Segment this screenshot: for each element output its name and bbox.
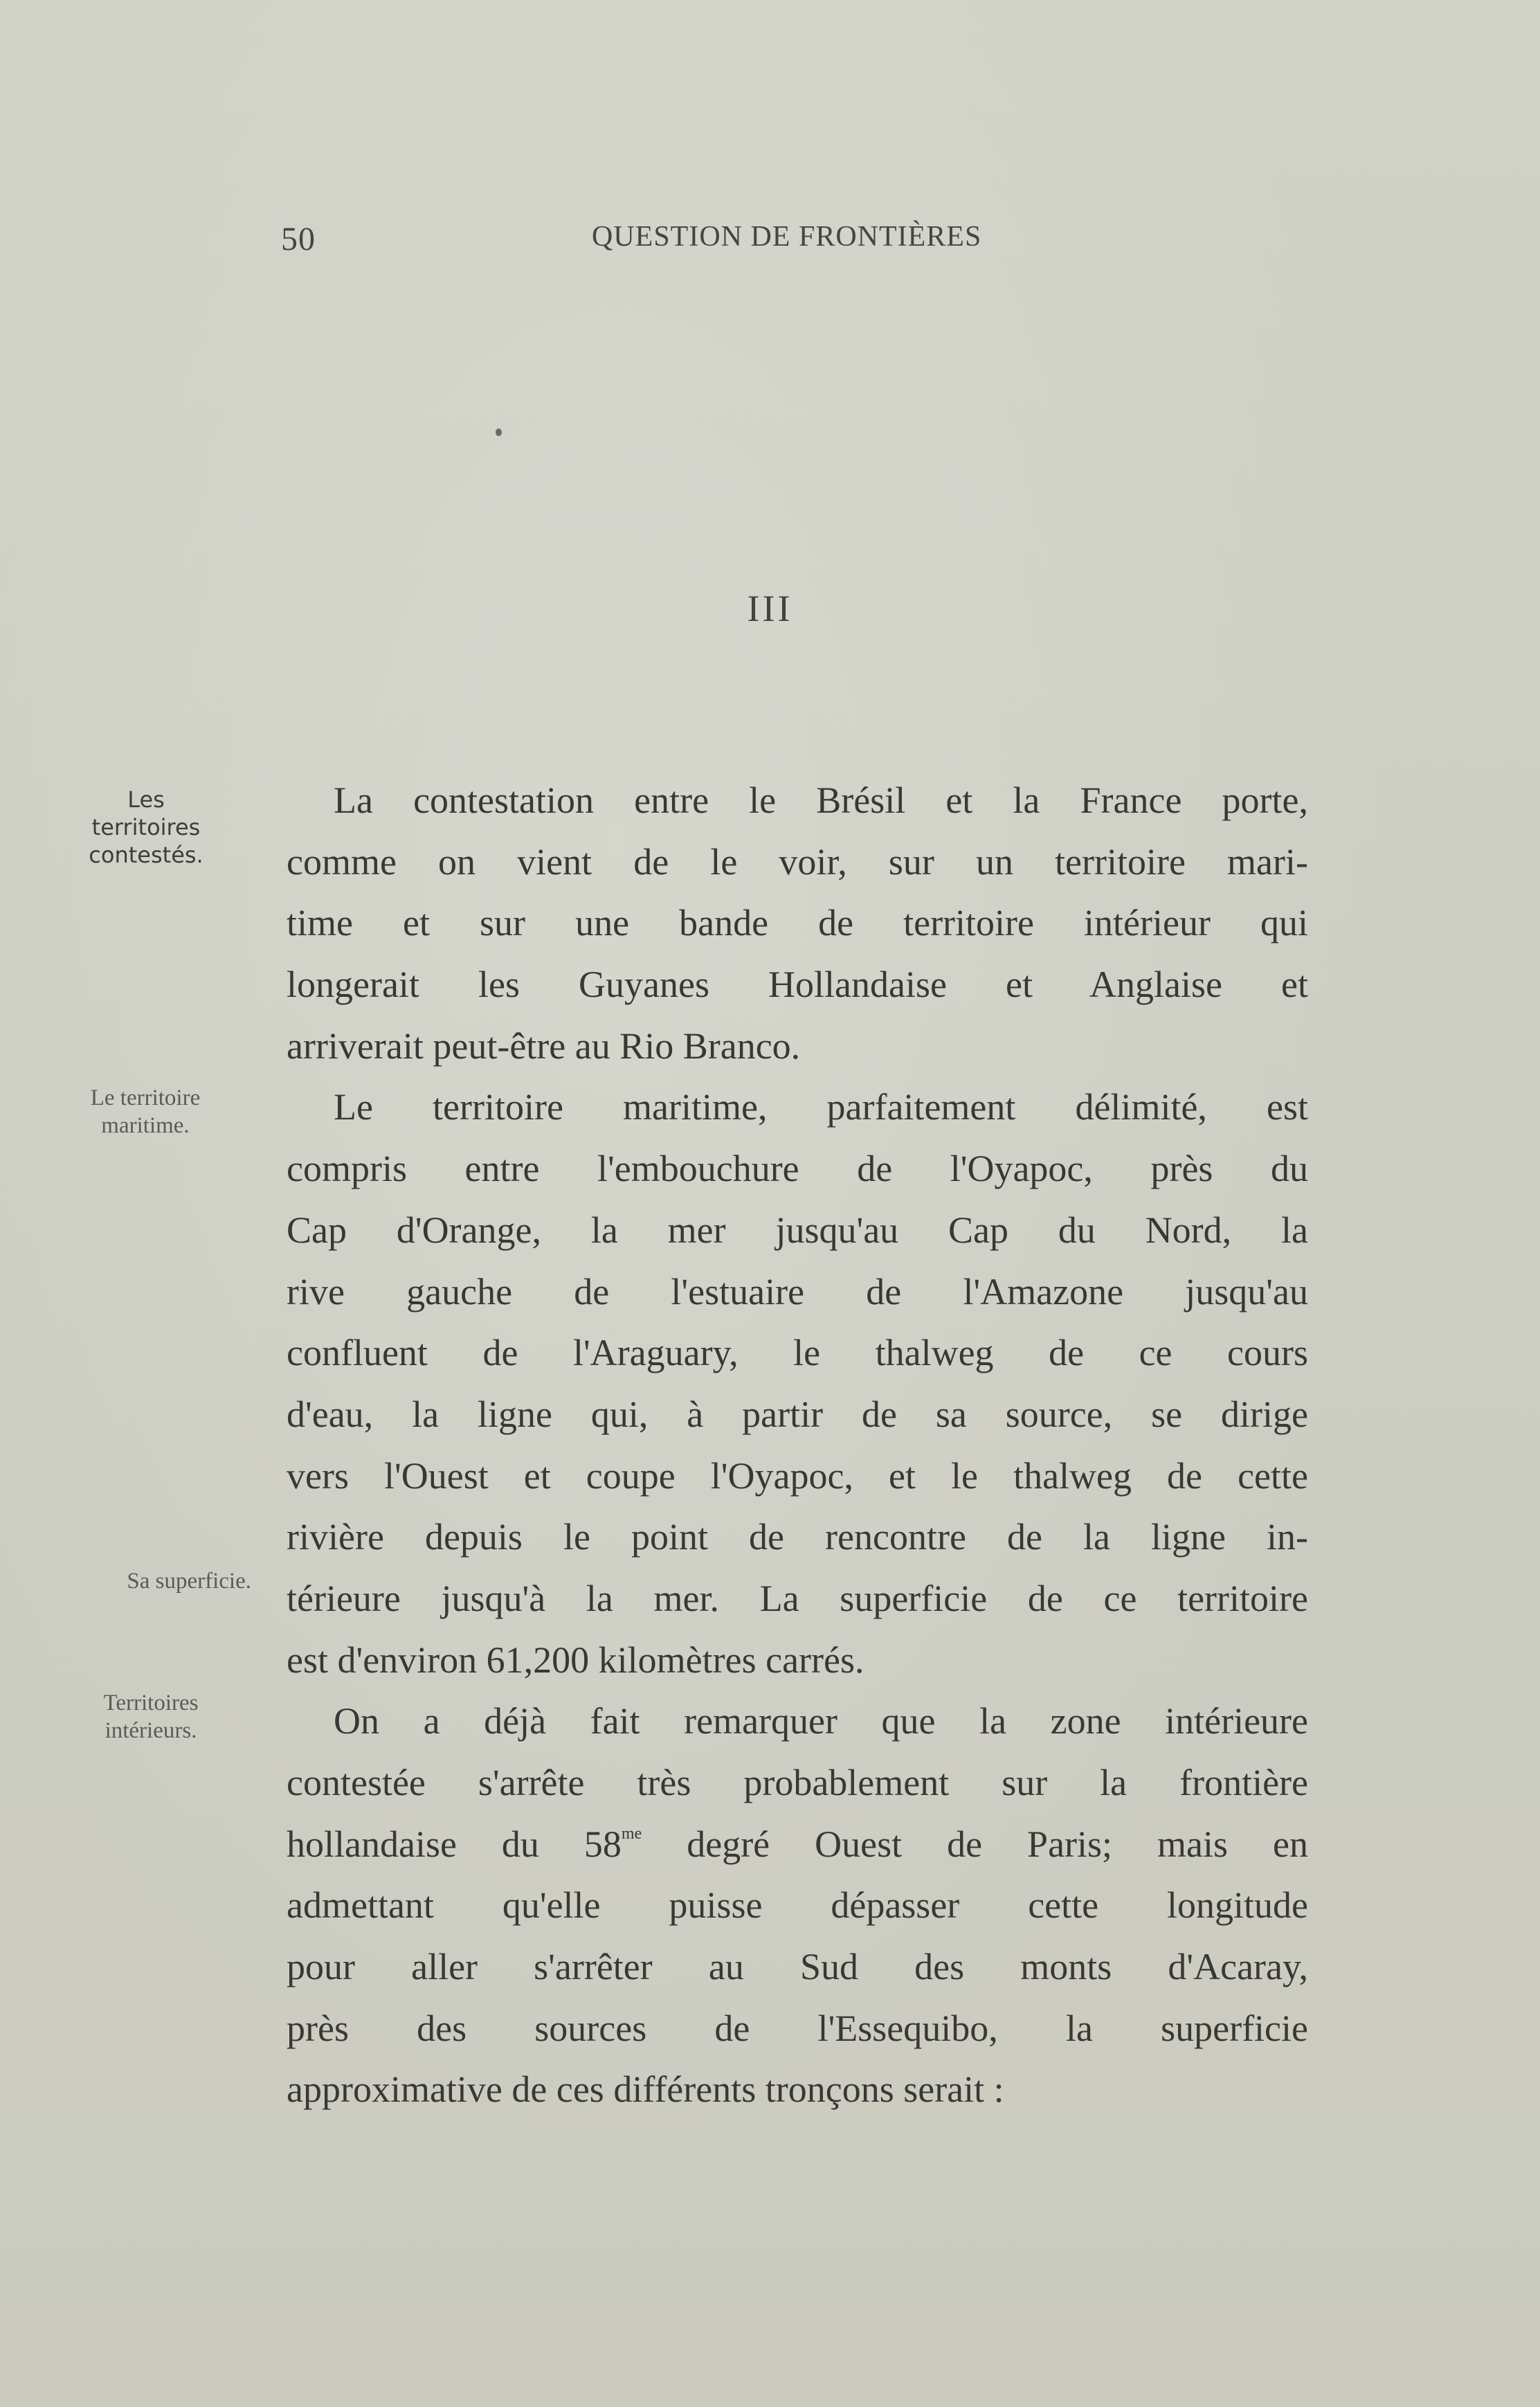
paragraph-line: rivière depuis le point de rencontre de la ligne in- xyxy=(287,1516,1308,1558)
margin-note-line: territoires xyxy=(91,814,201,840)
paragraph-line-with-superscript xyxy=(287,1814,1308,1875)
paragraph-line: confluent de l'Araguary, le thalweg de ce cours xyxy=(287,1332,1308,1374)
paragraph-line: est d'environ 61,200 kilomètres carrés. xyxy=(287,1639,864,1681)
paragraph-line: près des sources de l'Essequibo, la superficie xyxy=(287,2007,1308,2049)
margin-note-line: contestés. xyxy=(89,842,203,868)
section-number: III xyxy=(747,588,793,629)
paragraph-line: Le territoire maritime, parfaitement délimité, est xyxy=(334,1086,1308,1128)
paragraph-line: térieure jusqu'à la mer. La superficie de ce territoire xyxy=(287,1577,1308,1619)
paragraph-line: On a déjà fait remarquer que la zone intérieure xyxy=(334,1700,1308,1742)
margin-note-contested-territories xyxy=(56,786,236,869)
margin-note-line: intérieurs. xyxy=(105,1718,197,1743)
margin-note-area xyxy=(127,1567,251,1595)
margin-note-line: Territoires xyxy=(103,1691,199,1715)
margin-note-line: Le territoire xyxy=(90,1085,201,1110)
paragraph-line: arriverait peut-être au Rio Branco. xyxy=(287,1025,801,1067)
margin-note-line: maritime. xyxy=(101,1113,190,1138)
body-text xyxy=(287,770,1308,2120)
paragraph-line: contestée s'arrête très probablement sur la frontière xyxy=(287,1762,1308,1803)
ink-speck xyxy=(496,429,502,436)
running-title: QUESTION DE FRONTIÈRES xyxy=(592,221,982,253)
line-start: hollandaise du 58 xyxy=(287,1823,622,1865)
paragraph-line: vers l'Ouest et coupe l'Oyapoc, et le thalweg de cette xyxy=(287,1454,1308,1497)
margin-note-maritime-territory xyxy=(45,1084,246,1139)
paragraph-line: pour aller s'arrêter au Sud des monts d'Acaray, xyxy=(287,1946,1308,1988)
superscript-ordinal: me xyxy=(621,1824,642,1843)
paragraph-line: rive gauche de l'estuaire de l'Amazone jusqu'au xyxy=(287,1270,1308,1313)
page-number: 50 xyxy=(281,221,316,258)
paragraph-line: comme on vient de le voir, sur un territoire mari- xyxy=(287,840,1308,883)
paragraph-line: Cap d'Orange, la mer jusqu'au Cap du Nord, la xyxy=(287,1209,1308,1251)
paragraph-line: compris entre l'embouchure de l'Oyapoc, près du xyxy=(287,1148,1308,1190)
margin-note-interior-territories xyxy=(51,1689,251,1745)
line-rest: degré Ouest de Paris; mais en xyxy=(642,1823,1308,1865)
running-head xyxy=(0,220,1540,269)
paragraph-line: admettant qu'elle puisse dépasser cette longitude xyxy=(287,1884,1308,1927)
paragraph-line: longerait les Guyanes Hollandaise et Anglaise et xyxy=(287,964,1308,1006)
paragraph-line: time et sur une bande de territoire intérieur qui xyxy=(287,902,1308,944)
paragraph-line: approximative de ces différents tronçons serait : xyxy=(287,2068,1004,2111)
paragraph-line: d'eau, la ligne qui, à partir de sa source, se dirige xyxy=(287,1393,1308,1435)
paragraph-line: La contestation entre le Brésil et la France porte, xyxy=(334,779,1308,821)
margin-note-line: Les xyxy=(127,786,165,813)
margin-note-line: Sa superficie. xyxy=(127,1569,251,1594)
